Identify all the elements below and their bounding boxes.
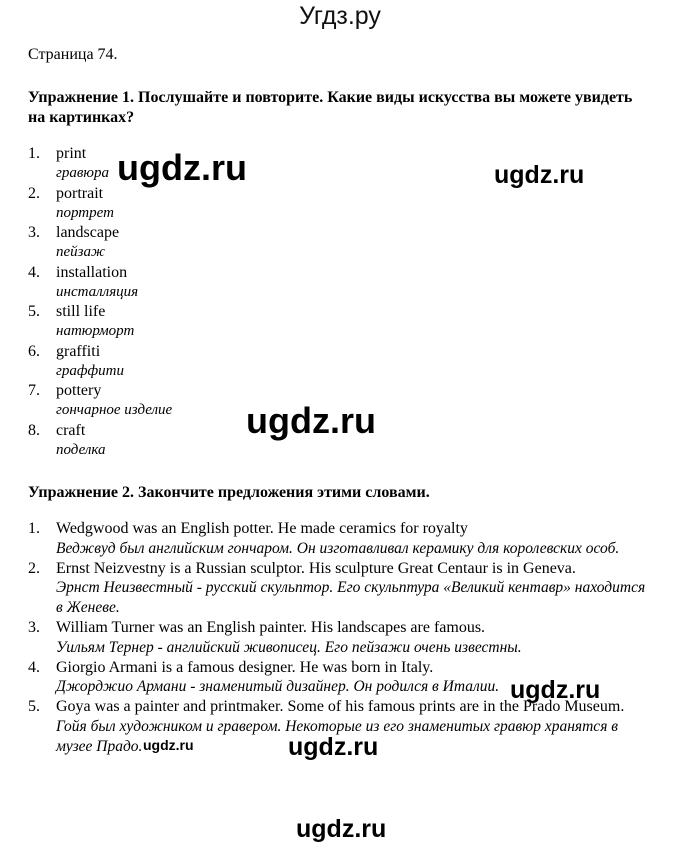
watermark: ugdz.ru <box>143 737 194 753</box>
english-sentence: Ernst Neizvestny is a Russian sculptor. His sculpture Great Centaur is in Geneva. <box>56 559 576 577</box>
list-item <box>28 519 648 559</box>
russian-translation: Джорджио Армани - знаменитый дизайнер. Он родился в Италии. <box>56 678 500 696</box>
russian-translation: Веджвуд был английским гончаром. Он изготавливал керамику для королевских особ. <box>56 539 620 557</box>
item-number: 6. <box>28 342 40 360</box>
watermark: ugdz.ru <box>494 161 585 189</box>
page-label: Страница 74. <box>28 46 118 63</box>
english-sentence: William Turner was an English painter. His landscapes are famous. <box>56 618 486 636</box>
english-term: graffiti <box>56 342 101 360</box>
item-number: 4. <box>28 263 40 281</box>
russian-translation: инсталляция <box>56 283 139 300</box>
item-number: 5. <box>28 303 40 320</box>
item-number: 2. <box>28 559 40 577</box>
exercise-2-list <box>28 519 648 757</box>
english-term: print <box>56 145 87 162</box>
item-number: 3. <box>28 618 40 636</box>
russian-translation: гончарное изделие <box>56 402 173 418</box>
watermark: ugdz.ru <box>246 400 376 441</box>
watermark: ugdz.ru <box>117 147 247 188</box>
list-item <box>28 559 648 618</box>
item-number: 8. <box>28 421 40 439</box>
watermark: ugdz.ru <box>296 815 387 843</box>
list-item <box>28 618 648 658</box>
item-number: 2. <box>28 184 40 202</box>
english-term: portrait <box>56 184 104 202</box>
english-sentence: Goya was a painter and printmaker. Some of his famous prints are in the Prado Museum. <box>56 698 625 716</box>
item-number: 5. <box>28 698 40 716</box>
exercise-2-heading: Упражнение 2. Закончите предложения этими словами. <box>28 484 430 501</box>
russian-translation: Эрнст Неизвестный - русский скульптор. Его скульптура «Великий кентавр» находится в Женеве. <box>56 579 646 617</box>
russian-translation: поделка <box>56 441 106 458</box>
english-sentence: Giorgio Armani is a famous designer. He was born in Italy. <box>56 658 434 676</box>
english-term: still life <box>56 303 106 320</box>
english-term: craft <box>56 421 86 439</box>
site-title: Угдз.ру <box>299 2 381 30</box>
watermark: ugdz.ru <box>510 676 601 704</box>
russian-translation: пейзаж <box>56 244 105 260</box>
exercise-1-heading: Упражнение 1. Послушайте и повторите. Какие виды искусства вы можете увидеть на картинках? <box>28 89 633 126</box>
item-number: 1. <box>28 520 40 537</box>
english-term: installation <box>56 263 128 281</box>
item-number: 4. <box>28 658 40 676</box>
item-number: 1. <box>28 145 40 162</box>
item-number: 7. <box>28 382 40 399</box>
english-term: landscape <box>56 224 120 241</box>
russian-translation: натюрморт <box>56 323 135 339</box>
item-number: 3. <box>28 224 40 241</box>
russian-translation: граффити <box>56 362 124 379</box>
watermark: ugdz.ru <box>288 733 379 761</box>
russian-translation: Уильям Тернер - английский живописец. Его пейзажи очень известны. <box>56 638 522 656</box>
russian-translation: Гойя был художником и гравером. Некоторые из его знаменитых гравюр хранятся в музее Прадо. <box>56 717 618 755</box>
russian-translation: гравюра <box>56 165 109 181</box>
russian-translation: портрет <box>56 204 114 221</box>
english-term: pottery <box>56 382 102 399</box>
english-sentence: Wedgwood was an English potter. He made ceramics for royalty <box>56 520 468 537</box>
